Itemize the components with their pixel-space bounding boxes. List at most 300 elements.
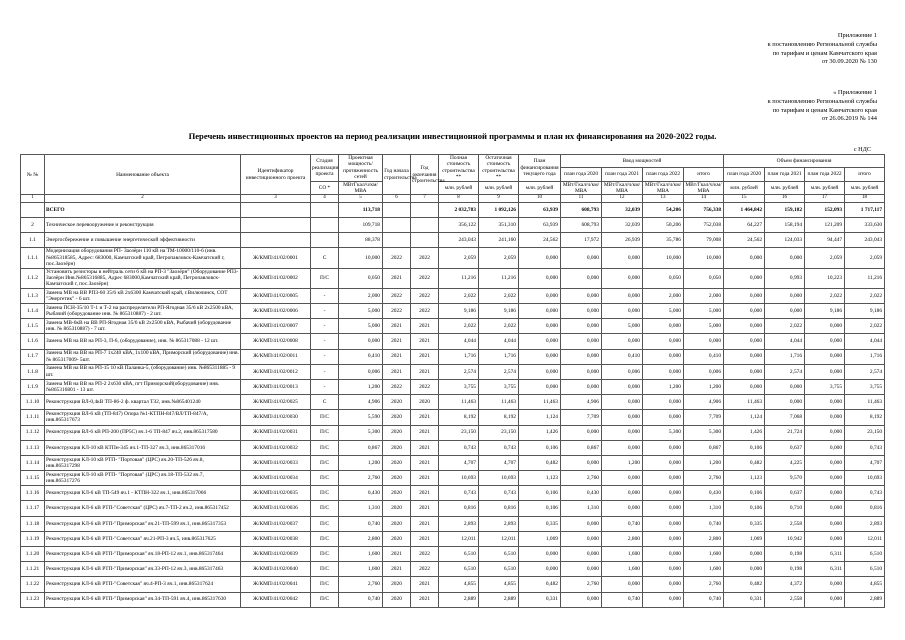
cell-cap: 1,200 (339, 455, 383, 470)
financing-unit: млн. рублей (765, 181, 805, 195)
cell-stage: - (311, 349, 339, 364)
cell-c20: 0,430 (561, 486, 602, 501)
cell-f22: 0,000 (805, 440, 845, 455)
table-row (21, 304, 885, 319)
cell-ct: 0,740 (684, 592, 724, 607)
cell-rem: 2,022 (479, 288, 519, 303)
appendix-line: « Приложение 1 (833, 89, 877, 96)
cell-ye: 2021 (411, 440, 439, 455)
cell-f22: 0,000 (805, 516, 845, 531)
cell-rem: 10,693 (479, 471, 519, 486)
cell-c21: 0,000 (602, 425, 643, 440)
cell-full: 11,463 (439, 395, 479, 410)
appendix-line: от 30.09.2020 № 130 (821, 58, 877, 66)
cell-plan: 1,069 (519, 531, 561, 546)
cell-num (21, 202, 45, 217)
cell-ft: 333,630 (845, 218, 885, 233)
cell-full: 4,855 (439, 577, 479, 592)
column-index-cell: 5 (339, 195, 383, 202)
cell-plan: 0,000 (519, 268, 561, 288)
cell-stage: П/С (311, 440, 339, 455)
cell-id: Ж/КМП/41/02/0038 (241, 531, 311, 546)
cell-rem: 1,716 (479, 349, 519, 364)
cell-c21: 0,000 (602, 471, 643, 486)
cell-ye: 2022 (411, 379, 439, 394)
cell-id (241, 218, 311, 233)
cell-ye: 2021 (411, 471, 439, 486)
cell-c22: 50,206 (643, 218, 684, 233)
cell-ys: 2021 (383, 268, 411, 288)
table-row (21, 319, 885, 334)
cell-ft: 0,743 (845, 440, 885, 455)
column-index-row (21, 195, 885, 202)
cell-rem: 0,743 (479, 440, 519, 455)
cell-f22: 0,000 (805, 486, 845, 501)
column-index-cell: 7 (411, 195, 439, 202)
cell-full: 12,011 (439, 531, 479, 546)
cell-c21: 0,000 (602, 334, 643, 349)
cell-stage: П/С (311, 471, 339, 486)
cell-id: Ж/КМП/41/02/0008 (241, 334, 311, 349)
cell-c20: 7,709 (561, 410, 602, 425)
cell-name: Замена МВ на ВВ на РП-15 10 кВ Паланка-5, (оборудование) инв. №865311885 - 9 шт. (45, 364, 241, 379)
cell-c20: 0,000 (561, 268, 602, 288)
cell-ct: 5,300 (684, 425, 724, 440)
cell-num: 1.1.18 (21, 516, 45, 531)
cell-f21: 0,637 (765, 486, 805, 501)
commission-2022-header: план года 2022 (643, 168, 684, 181)
cell-c21: 0,000 (602, 379, 643, 394)
cell-rem: 1 092,126 (479, 202, 519, 217)
cell-ft: 2,059 (845, 248, 885, 268)
cell-c21: 0,000 (602, 501, 643, 516)
cell-ft: 1 717,117 (845, 202, 885, 217)
cell-rem: 6,510 (479, 547, 519, 562)
cell-c21: 1,200 (602, 455, 643, 470)
cell-rem: 4,707 (479, 455, 519, 470)
cell-full: 2,889 (439, 592, 479, 607)
cell-f22: 94,447 (805, 233, 845, 248)
cell-ft: 2,022 (845, 288, 885, 303)
cell-ye: 2022 (411, 304, 439, 319)
cell-c21: 1,600 (602, 562, 643, 577)
cell-f22: 6,311 (805, 547, 845, 562)
cell-c21: 26,939 (602, 233, 643, 248)
cell-f21: 0,000 (765, 288, 805, 303)
cell-cap: 0,740 (339, 592, 383, 607)
investment-table (20, 154, 885, 608)
cell-full: 2,022 (439, 288, 479, 303)
financing-unit: млн. рублей (724, 181, 765, 195)
cell-c22: 0,000 (643, 486, 684, 501)
cell-f21: 0,000 (765, 304, 805, 319)
cell-f22: 0,000 (805, 577, 845, 592)
cell-ye: 2021 (411, 410, 439, 425)
cell-num: 1.1.2 (21, 268, 45, 288)
cell-ft: 4,855 (845, 577, 885, 592)
cell-stage (311, 233, 339, 248)
cell-c20: 0,000 (561, 364, 602, 379)
table-row (21, 531, 885, 546)
cell-ft: 2,889 (845, 592, 885, 607)
cell-c20: 608,793 (561, 202, 602, 217)
cell-f20: 0,000 (724, 319, 765, 334)
cell-rem: 2,889 (479, 592, 519, 607)
table-row (21, 233, 885, 248)
cell-num: 1.1.4 (21, 304, 45, 319)
cell-f20: 1 464,842 (724, 202, 765, 217)
cell-ys: 2020 (383, 501, 411, 516)
cell-name: Модернизация оборудования РП- Заозёрн 110 кВ на ТМ-10000/110-6 (инв.№865318585, Адрес: 683000, Камчатский край, Петропавловск-Камчатский г, пос.Заозёрн) (45, 248, 241, 268)
cell-plan: 0,335 (519, 516, 561, 531)
cell-plan: 0,000 (519, 319, 561, 334)
column-index-cell: 8 (439, 195, 479, 202)
cell-f22: 0,000 (805, 395, 845, 410)
cell-f21: 124,033 (765, 233, 805, 248)
cell-c20: 0,000 (561, 592, 602, 607)
cell-ys: 2020 (383, 395, 411, 410)
cell-ye: 2021 (411, 455, 439, 470)
cell-f21: 0,198 (765, 562, 805, 577)
cell-ct: 2,000 (684, 288, 724, 303)
cell-f21: 2,574 (765, 364, 805, 379)
cell-f20: 0,106 (724, 501, 765, 516)
cell-plan: 0,000 (519, 288, 561, 303)
cell-name: Реконструкция ВЛ-6 кВ РП-200 (ПР5С) яч.1-6 ТП-847 яч.2, инв.865317580 (45, 425, 241, 440)
cell-ye: 2021 (411, 349, 439, 364)
cell-ye (411, 233, 439, 248)
cell-c21: 32,039 (602, 218, 643, 233)
commission-2021-header: план года 2021 (602, 168, 643, 181)
cell-plan: 0,482 (519, 455, 561, 470)
cell-plan: 0,000 (519, 379, 561, 394)
cell-ys: 2020 (383, 440, 411, 455)
cell-stage: П/С (311, 592, 339, 607)
cell-ys: 2020 (383, 577, 411, 592)
commission-unit: МВт/Гкал/ч/км/МВА (643, 181, 684, 195)
cell-c21: 0,000 (602, 304, 643, 319)
cell-f22: 9,186 (805, 304, 845, 319)
cell-rem: 11,216 (479, 268, 519, 288)
cell-f20: 0,000 (724, 349, 765, 364)
cell-id: Ж/КМП/41/02/0013 (241, 379, 311, 394)
cell-ft: 6,510 (845, 547, 885, 562)
cell-c22: 0,000 (643, 395, 684, 410)
cell-stage: П/С (311, 547, 339, 562)
cell-c21: 0,000 (602, 395, 643, 410)
cell-f20: 0,000 (724, 288, 765, 303)
cell-c21: 0,000 (602, 248, 643, 268)
cell-f21: 0,000 (765, 379, 805, 394)
cell-rem: 9,186 (479, 304, 519, 319)
cell-c22: 0,000 (643, 562, 684, 577)
cell-f20: 1,426 (724, 425, 765, 440)
column-index-cell: 16 (765, 195, 805, 202)
cell-ye: 2022 (411, 248, 439, 268)
cell-ye: 2021 (411, 486, 439, 501)
cell-ys: 2022 (383, 379, 411, 394)
cell-c22: 0,000 (643, 349, 684, 364)
table-row (21, 268, 885, 288)
cell-f21: 4,372 (765, 577, 805, 592)
cell-plan: 0,000 (519, 364, 561, 379)
cell-c21: 2,800 (602, 531, 643, 546)
cell-f21: 1,716 (765, 349, 805, 364)
table-row (21, 334, 885, 349)
cell-f20: 1,123 (724, 471, 765, 486)
full-cost-unit: млн. рублей (439, 181, 479, 195)
cell-ct: 0,006 (684, 364, 724, 379)
cell-f22: 3,755 (805, 379, 845, 394)
cell-f22: 0,000 (805, 531, 845, 546)
cell-ct: 0,050 (684, 268, 724, 288)
cell-f20: 0,335 (724, 516, 765, 531)
cell-c22: 0,000 (643, 577, 684, 592)
cell-ct: 2,800 (684, 531, 724, 546)
cell-rem: 3,755 (479, 379, 519, 394)
cell-rem: 351,310 (479, 218, 519, 233)
cell-ct: 0,430 (684, 486, 724, 501)
cell-f22: 121,209 (805, 218, 845, 233)
cell-name: Реконструкция КЛ-6 кВ РТП-"Советская" (ЦРС) яч.7-ТП-2 яч.2, инв.865317452 (45, 501, 241, 516)
cell-c22: 0,000 (643, 547, 684, 562)
column-index-cell: 10 (519, 195, 561, 202)
cell-ye (411, 218, 439, 233)
cell-c20: 0,867 (561, 440, 602, 455)
cell-f20: 24,562 (724, 233, 765, 248)
cell-c22: 0,000 (643, 592, 684, 607)
cell-id: Ж/КМП/41/02/0030 (241, 410, 311, 425)
cell-c20: 0,000 (561, 349, 602, 364)
cell-name: Реконструкция КЛ-6 кВ РТП-"Приморская" яч.18-РП-12 яч.1, инв.865317464 (45, 547, 241, 562)
cell-ye: 2020 (411, 395, 439, 410)
cell-rem: 11,463 (479, 395, 519, 410)
cell-ye: 2021 (411, 516, 439, 531)
cell-ct: 0,410 (684, 349, 724, 364)
cell-id (241, 233, 311, 248)
remaining-cost-unit: млн. рублей (479, 181, 519, 195)
cell-c21: 0,000 (602, 410, 643, 425)
cell-f22: 2,022 (805, 288, 845, 303)
cell-id: Ж/КМП/41/02/0006 (241, 304, 311, 319)
cell-name: Реконструкция КЛ-6 кВ РТП-"Приморская" яч.33-РП-12 яч.3, инв.865317463 (45, 562, 241, 577)
cell-name: Замена МВ на ВВ на РП-7 1х240 кВА, 1х100 кВА, Приморский (оборудование) инв. № 865317009- 5шт. (46, 350, 239, 363)
financing-group-header: Объем финансирования (724, 155, 885, 168)
cell-c20: 0,000 (561, 288, 602, 303)
cell-ys: 2021 (383, 547, 411, 562)
cell-full: 4,707 (439, 455, 479, 470)
col-stage-header: Стадия реализации проекта (311, 155, 339, 182)
table-row (21, 516, 885, 531)
cell-name: Замена МВ на ВВ на РП-3, П-6, (оборудование), инв. № 865317088 - 12 шт. (45, 334, 241, 349)
cell-ft: 2,022 (845, 319, 885, 334)
cell-c22: 0,000 (643, 531, 684, 546)
commission-total-header: итого (684, 168, 724, 181)
table-row (21, 202, 885, 217)
cell-cap: 1,600 (339, 562, 383, 577)
cell-stage: С (311, 395, 339, 410)
cell-stage: П/С (311, 486, 339, 501)
appendix-line: к постановлению Региональной службы (767, 40, 877, 48)
cell-ct: 0,000 (684, 334, 724, 349)
plan-financing-unit: млн. рублей (519, 181, 561, 195)
cell-ye: 2021 (411, 319, 439, 334)
cell-num: 1.1.1 (21, 248, 45, 268)
cell-f20: 1,124 (724, 410, 765, 425)
cell-stage: П/С (311, 455, 339, 470)
cell-cap: 0,430 (339, 486, 383, 501)
column-index-cell: 18 (845, 195, 885, 202)
cell-num: 1.1.16 (21, 486, 45, 501)
cell-f21: 9,570 (765, 471, 805, 486)
cell-f20: 0,482 (724, 455, 765, 470)
cell-f20: 0,000 (724, 562, 765, 577)
cell-id: Ж/КМП/41/02/0007 (241, 319, 311, 334)
col-year-start-header: Год начала строительства (383, 155, 411, 195)
cell-rem: 23,150 (479, 425, 519, 440)
cell-name: Замена МВ на ВВ на РП-2 2х630 кВА, пгт Приморский(оборудование) инв.№865316801 - 13 шт. (45, 379, 241, 394)
cell-full: 0,743 (439, 486, 479, 501)
cell-f21: 0,000 (765, 395, 805, 410)
cell-f22: 0,000 (805, 349, 845, 364)
cell-ys: 2021 (383, 334, 411, 349)
cell-full: 356,122 (439, 218, 479, 233)
cell-f21: 2,558 (765, 592, 805, 607)
cell-name: Техническое перевооружение и реконструкция (45, 218, 241, 233)
cell-id: Ж/КМП/41/02/0035 (241, 486, 311, 501)
cell-cap: 88,378 (339, 233, 383, 248)
table-row (21, 501, 885, 516)
cell-name: Реконструкция ВЛ-6 кВ (ТП-847) Опора №1-КТПН-847/ВЛ/ТП-847/А, инв.865317673 (45, 410, 241, 425)
cell-f20: 1,069 (724, 531, 765, 546)
cell-ft: 2,893 (845, 516, 885, 531)
cell-cap: 5,000 (339, 319, 383, 334)
cell-name: Реконструкция КЛ-10 кВ РТП- "Портовая" (ЦРС) яч.20-ТП-526 яч.8, инв.865317298 (45, 455, 241, 470)
previous-appendix-header (768, 89, 877, 124)
cell-c22: 35,786 (643, 233, 684, 248)
cell-c20: 0,000 (561, 425, 602, 440)
cell-id: Ж/КМП/41/02/0012 (241, 364, 311, 379)
cell-c20: 0,000 (561, 516, 602, 531)
cell-num: 1.1.19 (21, 531, 45, 546)
cell-c22: 1,200 (643, 379, 684, 394)
cell-num: 1.1.15 (21, 471, 45, 486)
cell-f21: 0,710 (765, 501, 805, 516)
cell-plan: 0,106 (519, 440, 561, 455)
cell-ys: 2021 (383, 364, 411, 379)
cell-id: Ж/КМП/41/02/0032 (241, 440, 311, 455)
cell-f22: 152,093 (805, 202, 845, 217)
cell-num: 1.1.3 (21, 288, 45, 303)
cell-plan: 1,426 (519, 425, 561, 440)
cell-c22: 0,000 (643, 455, 684, 470)
cell-c20: 2,760 (561, 577, 602, 592)
appendix-header (768, 32, 877, 67)
cell-name: Замена МВ-6кВ на ВВ РП-Ягодная 35/6 кВ 2х2500 кВА, Рыбачий (оборудование инв. № 865310887) - 7 шт. (45, 319, 241, 334)
cell-ft: 4,707 (845, 455, 885, 470)
cell-num: 1.1.12 (21, 425, 45, 440)
cell-f21: 0,637 (765, 440, 805, 455)
cell-cap: 113,718 (339, 202, 383, 217)
cell-c22: 5,000 (643, 304, 684, 319)
cell-ys: 2020 (383, 531, 411, 546)
cell-ye (411, 202, 439, 217)
cell-num: 1.1.22 (21, 577, 45, 592)
cell-ye: 2021 (411, 501, 439, 516)
cell-ys: 2020 (383, 410, 411, 425)
cell-plan: 0,000 (519, 248, 561, 268)
cell-full: 10,693 (439, 471, 479, 486)
cell-ct: 0,867 (684, 440, 724, 455)
cell-ft: 1,716 (845, 349, 885, 364)
column-index-cell: 14 (684, 195, 724, 202)
cell-f21: 10,942 (765, 531, 805, 546)
cell-ye: 2021 (411, 577, 439, 592)
col-num-header: № № (21, 155, 45, 195)
cell-f20: 0,106 (724, 440, 765, 455)
cell-ys: 2021 (383, 349, 411, 364)
cell-c22: 0,050 (643, 268, 684, 288)
cell-ft: 8,192 (845, 410, 885, 425)
cell-num: 1.1.5 (21, 319, 45, 334)
cell-c20: 0,000 (561, 547, 602, 562)
cell-full: 3,755 (439, 379, 479, 394)
cell-ys: 2020 (383, 592, 411, 607)
cell-cap: 1,600 (339, 547, 383, 562)
financing-unit: млн. рублей (805, 181, 845, 195)
cell-f20: 0,000 (724, 304, 765, 319)
cell-c22: 2,000 (643, 288, 684, 303)
cell-f20: 0,000 (724, 547, 765, 562)
appendix-line: по тарифам и ценам Камчатского края (772, 106, 877, 114)
cell-ys (383, 233, 411, 248)
cell-ct: 1,200 (684, 379, 724, 394)
cell-cap: 2,000 (339, 288, 383, 303)
cell-c21: 5,000 (602, 319, 643, 334)
cell-stage: - (311, 288, 339, 303)
table-row (21, 349, 885, 364)
cell-cap: 0,006 (339, 364, 383, 379)
cell-id (241, 202, 311, 217)
cell-ft: 3,755 (845, 379, 885, 394)
col-name-header: Наименование объекта (45, 155, 241, 195)
cell-ys: 2020 (383, 455, 411, 470)
cell-c20: 0,000 (561, 455, 602, 470)
cell-name: Реконструкция КЛ-6 кВ РТП-"Приморская" яч.21-ТП-599 яч.1, инв.865317353 (45, 516, 241, 531)
cell-ft: 2,574 (845, 364, 885, 379)
cell-f22: 0,000 (805, 501, 845, 516)
cell-ye: 2021 (411, 364, 439, 379)
cell-ct: 4,906 (684, 395, 724, 410)
cell-name: Реконструкция КЛ-6 кВ РТП-"Советская" яч.4-РП-3 яч.1, инв.865317624 (45, 577, 241, 592)
cell-stage: П/С (311, 562, 339, 577)
cell-cap: 1,310 (339, 501, 383, 516)
table-row (21, 248, 885, 268)
cell-plan: 0,000 (519, 562, 561, 577)
cell-id: Ж/КМП/41/02/0040 (241, 562, 311, 577)
cell-stage: П/С (311, 410, 339, 425)
cell-c22: 10,000 (643, 248, 684, 268)
financing-total-header: итого (845, 168, 885, 181)
cell-num: 1.1.17 (21, 501, 45, 516)
cell-ye: 2021 (411, 531, 439, 546)
cell-cap: 5,000 (339, 304, 383, 319)
cell-full: 23,150 (439, 425, 479, 440)
cell-full: 9,186 (439, 304, 479, 319)
cell-ft: 11,463 (845, 395, 885, 410)
cell-c21: 0,000 (602, 268, 643, 288)
cell-f20: 0,000 (724, 248, 765, 268)
